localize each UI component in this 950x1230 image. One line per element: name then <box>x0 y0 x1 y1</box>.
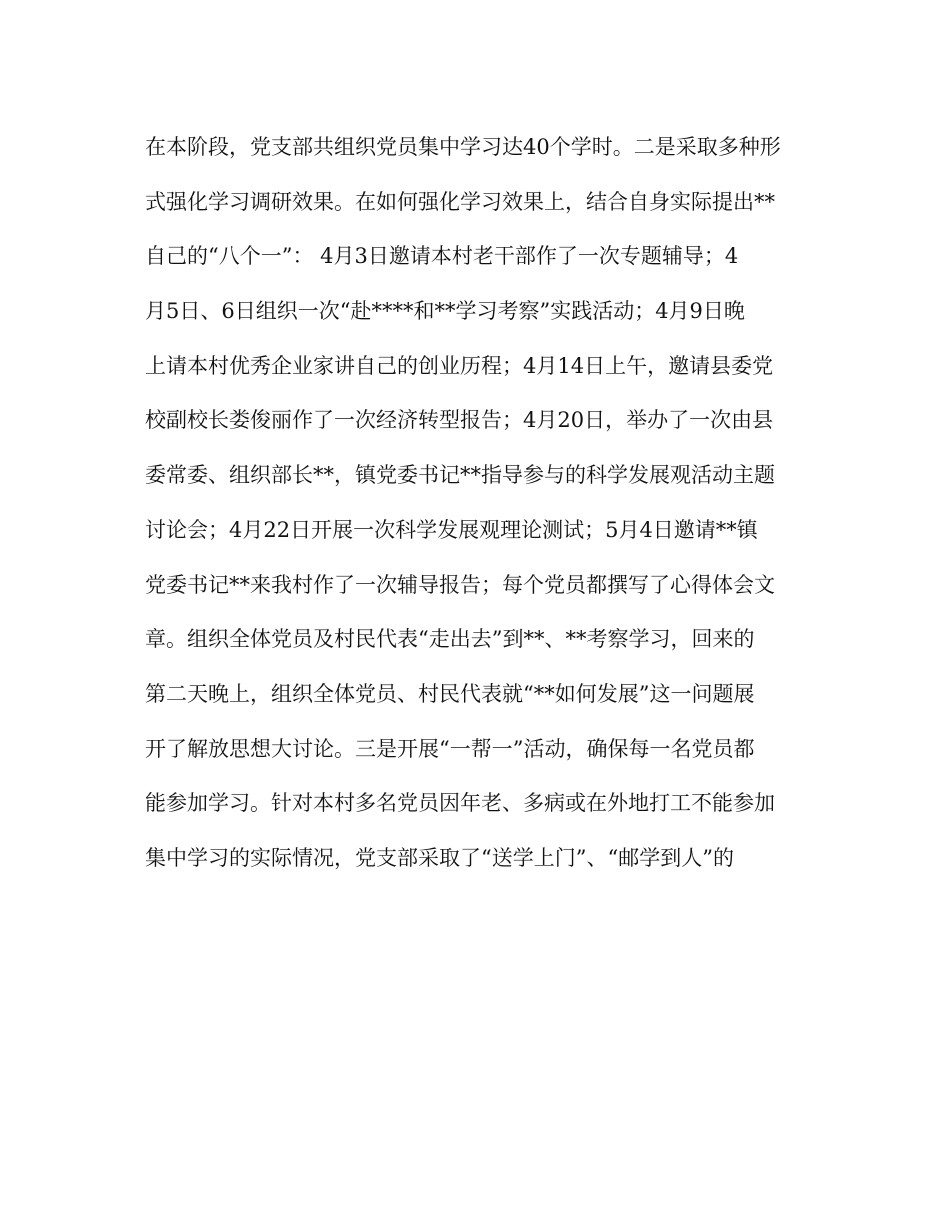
text-line: 集中学习的实际情况，党支部采取了“送学上门”、“邮学到人”的 <box>145 845 734 870</box>
text-line: 讨论会；4月22日开展一次科学发展观理论测试；5月4日邀请**镇 <box>145 517 758 542</box>
text-line: 在本阶段，党支部共组织党员集中学习达40个学时。二是采取多种形 <box>145 135 781 159</box>
text-line: 委常委、组织部长**，镇党委书记**指导参与的科学发展观活动主题 <box>145 463 775 488</box>
text-line: 校副校长娄俊丽作了一次经济转型报告；4月20日，举办了一次由县 <box>145 408 774 433</box>
text-line: 式强化学习调研效果。在如何强化学习效果上，结合自身实际提出** <box>145 189 775 214</box>
body-text <box>145 120 825 886</box>
text-line: 自己的“八个一”： 4月3日邀请本村老干部作了一次专题辅导；4 <box>145 244 739 269</box>
text-line: 第二天晚上，组织全体党员、村民代表就“**如何发展”这一问题展 <box>145 681 755 706</box>
text-line: 能参加学习。针对本村多名党员因年老、多病或在外地打工不能参加 <box>145 791 775 816</box>
text-line: 上请本村优秀企业家讲自己的创业历程；4月14日上午，邀请县委党 <box>145 353 774 378</box>
text-line: 月5日、6日组织一次“赴****和**学习考察”实践活动；4月9日晚 <box>145 299 745 324</box>
text-line: 开了解放思想大讨论。三是开展“一帮一”活动，确保每一名党员都 <box>145 736 755 761</box>
text-line: 章。组织全体党员及村民代表“走出去”到**、**考察学习，回来的 <box>145 627 755 652</box>
text-line: 党委书记**来我村作了一次辅导报告；每个党员都撰写了心得体会文 <box>145 572 775 597</box>
